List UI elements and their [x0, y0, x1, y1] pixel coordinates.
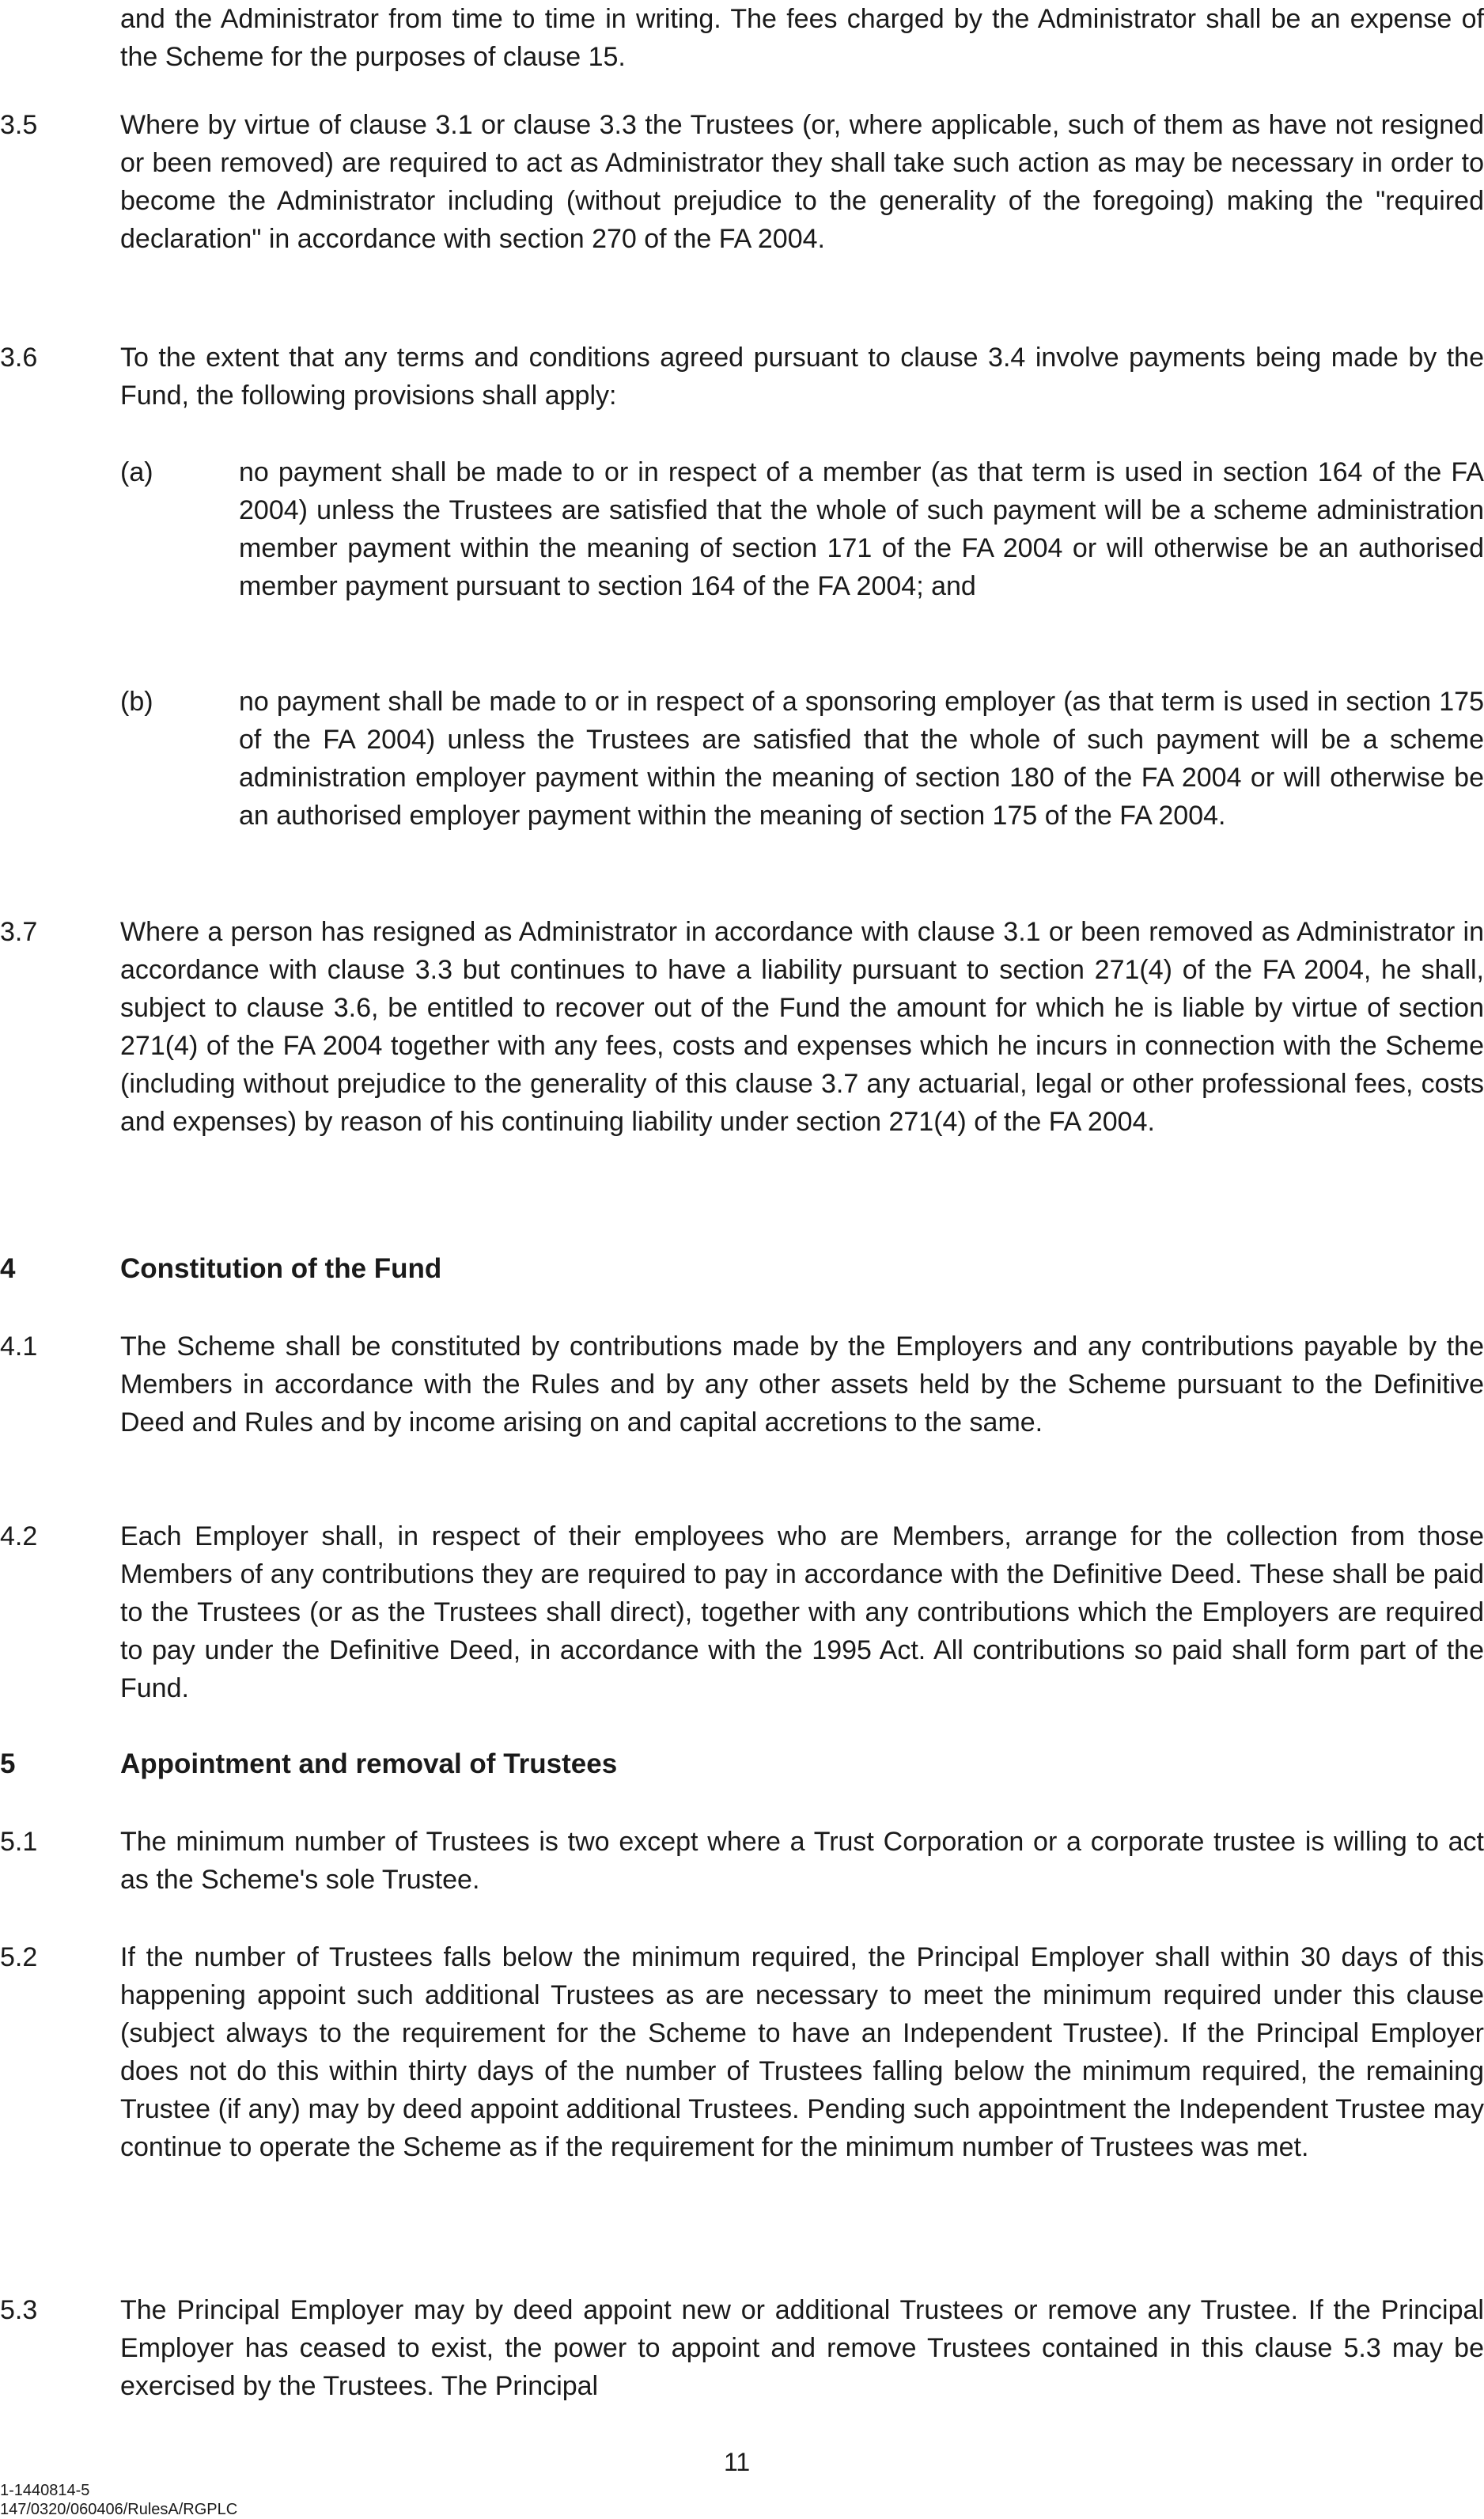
document-reference: 1-1440814-5 — [0, 2482, 90, 2499]
clause-4-1-text: The Scheme shall be constituted by contributions made by the Employers and any contributions payable by the Members in accordance with the Rules and by any other assets held by the Scheme pursuant to the Definitive Deed and Rules and by income arising on and capital accretions to the same. — [120, 1331, 1484, 1438]
clause-3-5-text: Where by virtue of clause 3.1 or clause 3.3 the Trustees (or, where applicable, such of them as have not resigned or been removed) are required to act as Administrator they shall take such action as may be necessary in order to become the Administrator including (without prejudice to the generality of the foregoing) making the "required declaration" in accordance with section 270 of the FA 2004. — [120, 110, 1484, 254]
clause-3-5-number: 3.5 — [0, 110, 38, 140]
clause-5-1-number: 5.1 — [0, 1827, 38, 1857]
clause-4-2-text: Each Employer shall, in respect of their employees who are Members, arrange for the collection from those Members of any contributions they are required to pay in accordance with the Definitive Deed. These shall be paid to the Trustees (or as the Trustees shall direct), together with any contributions which the Employers are required to pay under the Definitive Deed, in accordance with the 1995 Act. All contributions so paid shall form part of the Fund. — [120, 1521, 1484, 1703]
clause-3-6-a-number: (a) — [120, 457, 153, 487]
section-5-number: 5 — [0, 1748, 16, 1779]
clause-3-4-continuation: and the Administrator from time to time in writing. The fees charged by the Administrator shall be an expense of the Scheme for the purposes of clause 15. — [120, 4, 1484, 72]
clause-5-1-text: The minimum number of Trustees is two except where a Trust Corporation or a corporate trustee is willing to act as the Scheme's sole Trustee. — [120, 1827, 1484, 1895]
section-5-heading: Appointment and removal of Trustees — [120, 1748, 618, 1779]
page-number: 11 — [724, 2448, 751, 2476]
clause-5-3-number: 5.3 — [0, 2295, 38, 2325]
section-4-number: 4 — [0, 1253, 16, 1284]
clause-4-2-number: 4.2 — [0, 1521, 38, 1551]
clause-3-6-number: 3.6 — [0, 343, 38, 373]
document-path-reference: 147/0320/060406/RulesA/RGPLC — [0, 2501, 238, 2518]
clause-3-6-b-number: (b) — [120, 687, 153, 717]
section-4-heading: Constitution of the Fund — [120, 1253, 442, 1284]
clause-3-6-b-text: no payment shall be made to or in respect of a sponsoring employer (as that term is used in section 175 of the FA 2004) unless the Trustees are satisfied that the whole of such payment will be a scheme administration employer payment within the meaning of section 180 of the FA 2004 or will otherwise be an authorised employer payment within the meaning of section 175 of the FA 2004. — [239, 687, 1484, 831]
clause-5-2-number: 5.2 — [0, 1942, 38, 1972]
clause-3-6-a-text: no payment shall be made to or in respect of a member (as that term is used in section 164 of the FA 2004) unless the Trustees are satisfied that the whole of such payment will be a scheme administration member payment within the meaning of section 171 of the FA 2004 or will otherwise be an authorised member payment pursuant to section 164 of the FA 2004; and — [239, 457, 1484, 601]
clause-5-2-text: If the number of Trustees falls below the minimum required, the Principal Employer shall within 30 days of this happening appoint such additional Trustees as are necessary to meet the minimum required under this clause (subject always to the requirement for the Scheme to have an Independent Trustee). If the Principal Employer does not do this within thirty days of the number of Trustees falling below the minimum required, the remaining Trustee (if any) may by deed appoint additional Trustees. Pending such appointment the Independent Trustee may continue to operate the Scheme as if the requirement for the minimum number of Trustees was met. — [120, 1942, 1484, 2162]
clause-4-1-number: 4.1 — [0, 1331, 38, 1362]
clause-3-7-number: 3.7 — [0, 917, 38, 947]
clause-3-7-text: Where a person has resigned as Administrator in accordance with clause 3.1 or been removed as Administrator in accordance with clause 3.3 but continues to have a liability pursuant to section 271(4) of the FA 2004, he shall, subject to clause 3.6, be entitled to recover out of the Fund the amount for which he is liable by virtue of section 271(4) of the FA 2004 together with any fees, costs and expenses which he incurs in connection with the Scheme (including without prejudice to the generality of this clause 3.7 any actuarial, legal or other professional fees, costs and expenses) by reason of his continuing liability under section 271(4) of the FA 2004. — [120, 917, 1484, 1137]
clause-5-3-text: The Principal Employer may by deed appoint new or additional Trustees or remove any Trustee. If the Principal Employer has ceased to exist, the power to appoint and remove Trustees contained in this clause 5.3 may be exercised by the Trustees. The Principal — [120, 2295, 1484, 2401]
clause-3-6-text: To the extent that any terms and conditions agreed pursuant to clause 3.4 involve payments being made by the Fund, the following provisions shall apply: — [120, 343, 1484, 411]
